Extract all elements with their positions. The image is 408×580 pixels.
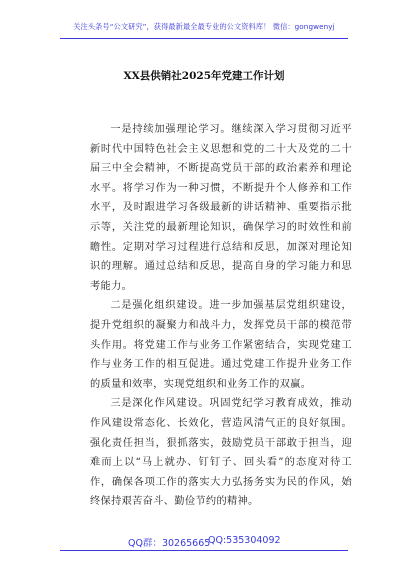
footer-qq-contact: QQ:535304092 — [208, 535, 281, 546]
header-divider — [60, 38, 348, 39]
paragraph-organization-building: 二是强化组织建设。进一步加强基层党组织建设，提升党组织的凝聚力和战斗力，发挥党员干部的模范带头作用。将党建工作与业务工作紧密结合，实现党建工作与业务工作的相互促进。通过党建工作提升业务工作的质量和效率，实现党组织和业务工作的双赢。 — [90, 300, 352, 390]
document-title: XX县供销社2025年党建工作计划 — [123, 70, 285, 82]
header-banner: 关注头条号“公文研究”，获得最新最全最专业的公文资料库！ 微信：gongwenyj — [73, 22, 335, 31]
paragraph-theory-study: 一是持续加强理论学习。继续深入学习贯彻习近平新时代中国特色社会主义思想和党的二十大及党的二十届三中全会精神，不断提高党员干部的政治素养和理论水平。将学习作为一种习惯，不断提升个人修养和工作水平，及时跟进学习各级最新的讲话精神、重要指示批示等，关注党的最新理论知识，确保学习的时效性和前瞻性。定期对学习过程进行总结和反思，加深对理论知识的理解。通过总结和反思，提高自身的学习能力和思考能力。 — [90, 124, 352, 292]
footer-qq-group: QQ群：30265665 — [128, 538, 211, 549]
document-body — [90, 120, 352, 512]
paragraph-work-style: 三是深化作风建设。巩固党纪学习教育成效，推动作风建设常态化、长效化，营造风清气正的良好氛围。强化责任担当，狠抓落实，鼓励党员干部敢于担当，迎难而上以“马上就办、钉钉子、回头看”的态度对待工作，确保各项工作的落实大力弘扬务实为民的作风，始终保持艰苦奋斗、勤俭节约的精神。 — [90, 398, 352, 508]
footer-divider — [60, 550, 348, 551]
